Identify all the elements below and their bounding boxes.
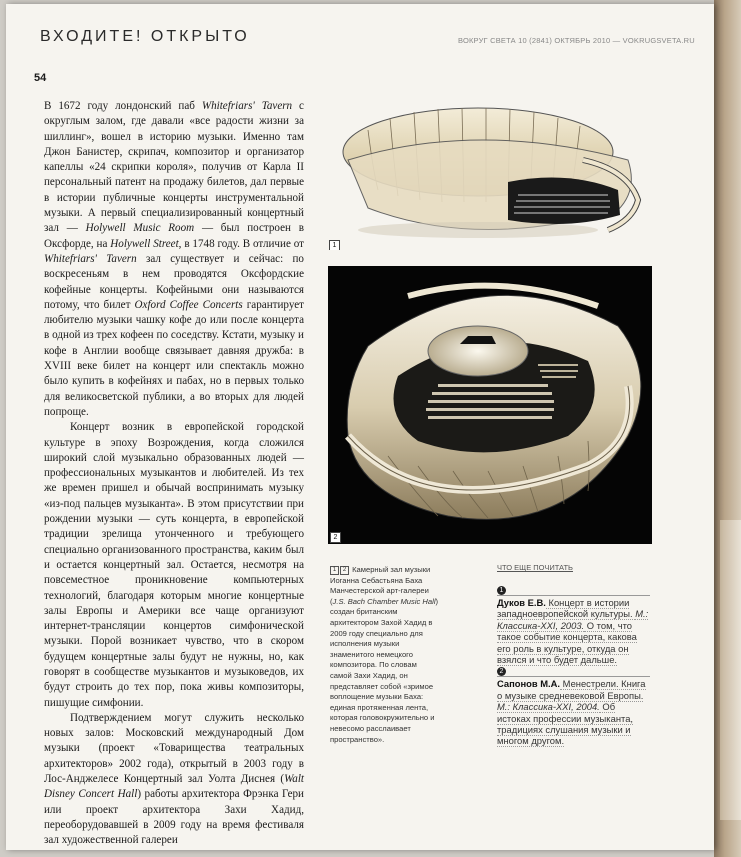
figure-2-label: 2: [330, 532, 341, 543]
text-run: , в 1748 году. В отличие от: [178, 237, 304, 250]
italic-term: Holywell Music Room: [85, 222, 195, 235]
next-page-edge: [714, 0, 741, 857]
reading-item-publisher: М.: Классика-XXI, 2004.: [497, 701, 600, 713]
text-run: гарантирует любителю музыки чашку кофе до или после концерта в одной из трех кофеен по соседству. Кстати, музыку и кофе в Англии вообще связывает давняя дружба: в XVIII веке билет на концерт или спектакль можно было купить в кофейнях и пабах, но в первых только для великосветской публики, а во вторых для людей попроще.: [44, 298, 304, 418]
italic-term: Whitefriars' Tavern: [44, 252, 137, 265]
concert-hall-exterior-illustration: [328, 90, 648, 250]
text-run: В 1672 году лондонский паб: [44, 100, 202, 112]
figure-2-interior: [328, 266, 652, 544]
italic-term: J.S. Bach Chamber Music Hall: [332, 596, 436, 606]
text-run: зал существует и сейчас: по воскресеньям в нем проводятся Оксфордские кофейные концерты. Кофейными они называются потому, что билет: [44, 252, 304, 311]
caption-figure-1-ref: 1: [330, 566, 339, 575]
article-paragraph-3: [44, 711, 304, 849]
further-reading: [497, 563, 650, 747]
text-run: ) работы архитектора Фрэнка Гери или проект архитектора Захи Хадид, переоборудовавшей в 2009 году на время фестиваля зал художественной галереи: [44, 788, 304, 847]
reading-item-1: [497, 595, 650, 665]
page-number: 54: [34, 72, 47, 84]
article-body: [44, 99, 304, 849]
article-paragraph-1: [44, 99, 304, 420]
italic-term: Oxford Coffee Concerts: [134, 298, 243, 311]
further-reading-heading: ЧТО ЕЩЕ ПОЧИТАТЬ: [497, 563, 573, 572]
reading-item-publisher: М.: Классика-XXI, 2003.: [497, 608, 649, 631]
reading-item-title: Менестрели. Книга о музыке средневековой Европы.: [497, 678, 646, 701]
figure-1-exterior: [328, 90, 648, 250]
caption-text: [330, 565, 438, 744]
section-title: ВХОДИТЕ! ОТКРЫТО: [40, 28, 250, 45]
reading-item-note: Об истоках профессии музыканта, традициях слушания музыки и многом другом.: [497, 701, 634, 747]
text-run: Подтверждением могут служить несколько новых залов: Московский международный Дом музыки (проект «Товарищества театральных архитекторов» 2002 года), открытый в 2003 году в Лос-Анджелесе Концертный зал Уолта Диснея (: [44, 711, 304, 786]
italic-term: Whitefriars' Tavern: [201, 100, 293, 112]
next-page-photo-strip: [720, 520, 741, 820]
reading-item-2: [497, 676, 650, 746]
reading-item-number: 2: [497, 667, 506, 676]
figure-1-label: 1: [329, 240, 340, 250]
article-paragraph-2: Концерт возник в европейской городской культуре в эпоху Возрождения, когда сложился широкий слой музыкально образованных людей — профессиональных музыкантов и любителей. Из тех же времен пришел и обычай воспринимать музыку «из-под пальцев музыканта». В этом присутствии при рождении музыки — суть концерта, в европейской традиции зрелища утонченного и требующего специально организованного пространства, каким был и остается концертный зал. Остается, несмотря на повсеместное проникновение компьютерных технологий, благодаря которым многие концертные залы Европы и Америки все чаще организуют интернет-трансляции концертов симфонической музыки. Порой возникает чувство, что в скором будущем концертные залы будут не нужны, но, как говорят в сообществе музыкантов и музыковедов, их будут строить до тех пор, пока живы композиторы, пишущие симфонии.: [44, 421, 304, 709]
italic-term: Walt Disney Concert Hall: [44, 773, 304, 801]
concert-hall-interior-illustration: [328, 266, 652, 544]
text-run: с округлым залом, где давали «все радости жизни за шиллинг», вошел в историю музыки. Именно там Джон Банистер, скрипач, композитор и организатор капеллы «24 скрипки короля», получив от Карла II персональный патент на продажу билетов, дал первые в истории публичные концерты инструментальной музыки. А первый специализированный концертный зал —: [44, 100, 304, 235]
reading-item-author: Дуков Е.В.: [497, 597, 546, 608]
text-run: Камерный зал музыки Иоганна Себастьяна Баха Манчестерской арт-галереи (: [330, 565, 431, 606]
reading-item-author: Сапонов М.А.: [497, 678, 561, 690]
text-run: — был построен в Оксфорде, на: [44, 222, 304, 250]
magazine-page: [6, 4, 714, 850]
caption-figure-2-ref: 2: [340, 566, 349, 575]
magazine-issue-line: ВОКРУГ СВЕТА 10 (2841) ОКТЯБРЬ 2010 — VOKRUGSVETA.RU: [458, 36, 695, 45]
italic-term: Holywell Street: [110, 237, 179, 250]
text-run: ) создан британским архитектором Захой Хадид в 2009 году специально для исполнения музыки знаменитого немецкого композитора. По словам самой Захи Хадид, он представляет собой «зримое воплощение музыки Баха: единая протяженная лента, которая головокружительно и невесомо расслаивает пространство».: [330, 596, 439, 744]
reading-item-note: О том, что такое событие концерта, какова его роль в культуре, откуда он взялся и что будет дальше.: [497, 619, 637, 666]
reading-item-number: 1: [497, 586, 506, 595]
reading-item-title: Концерт в истории западноевропейской культуры.: [497, 597, 636, 620]
figure-caption: [330, 565, 440, 745]
